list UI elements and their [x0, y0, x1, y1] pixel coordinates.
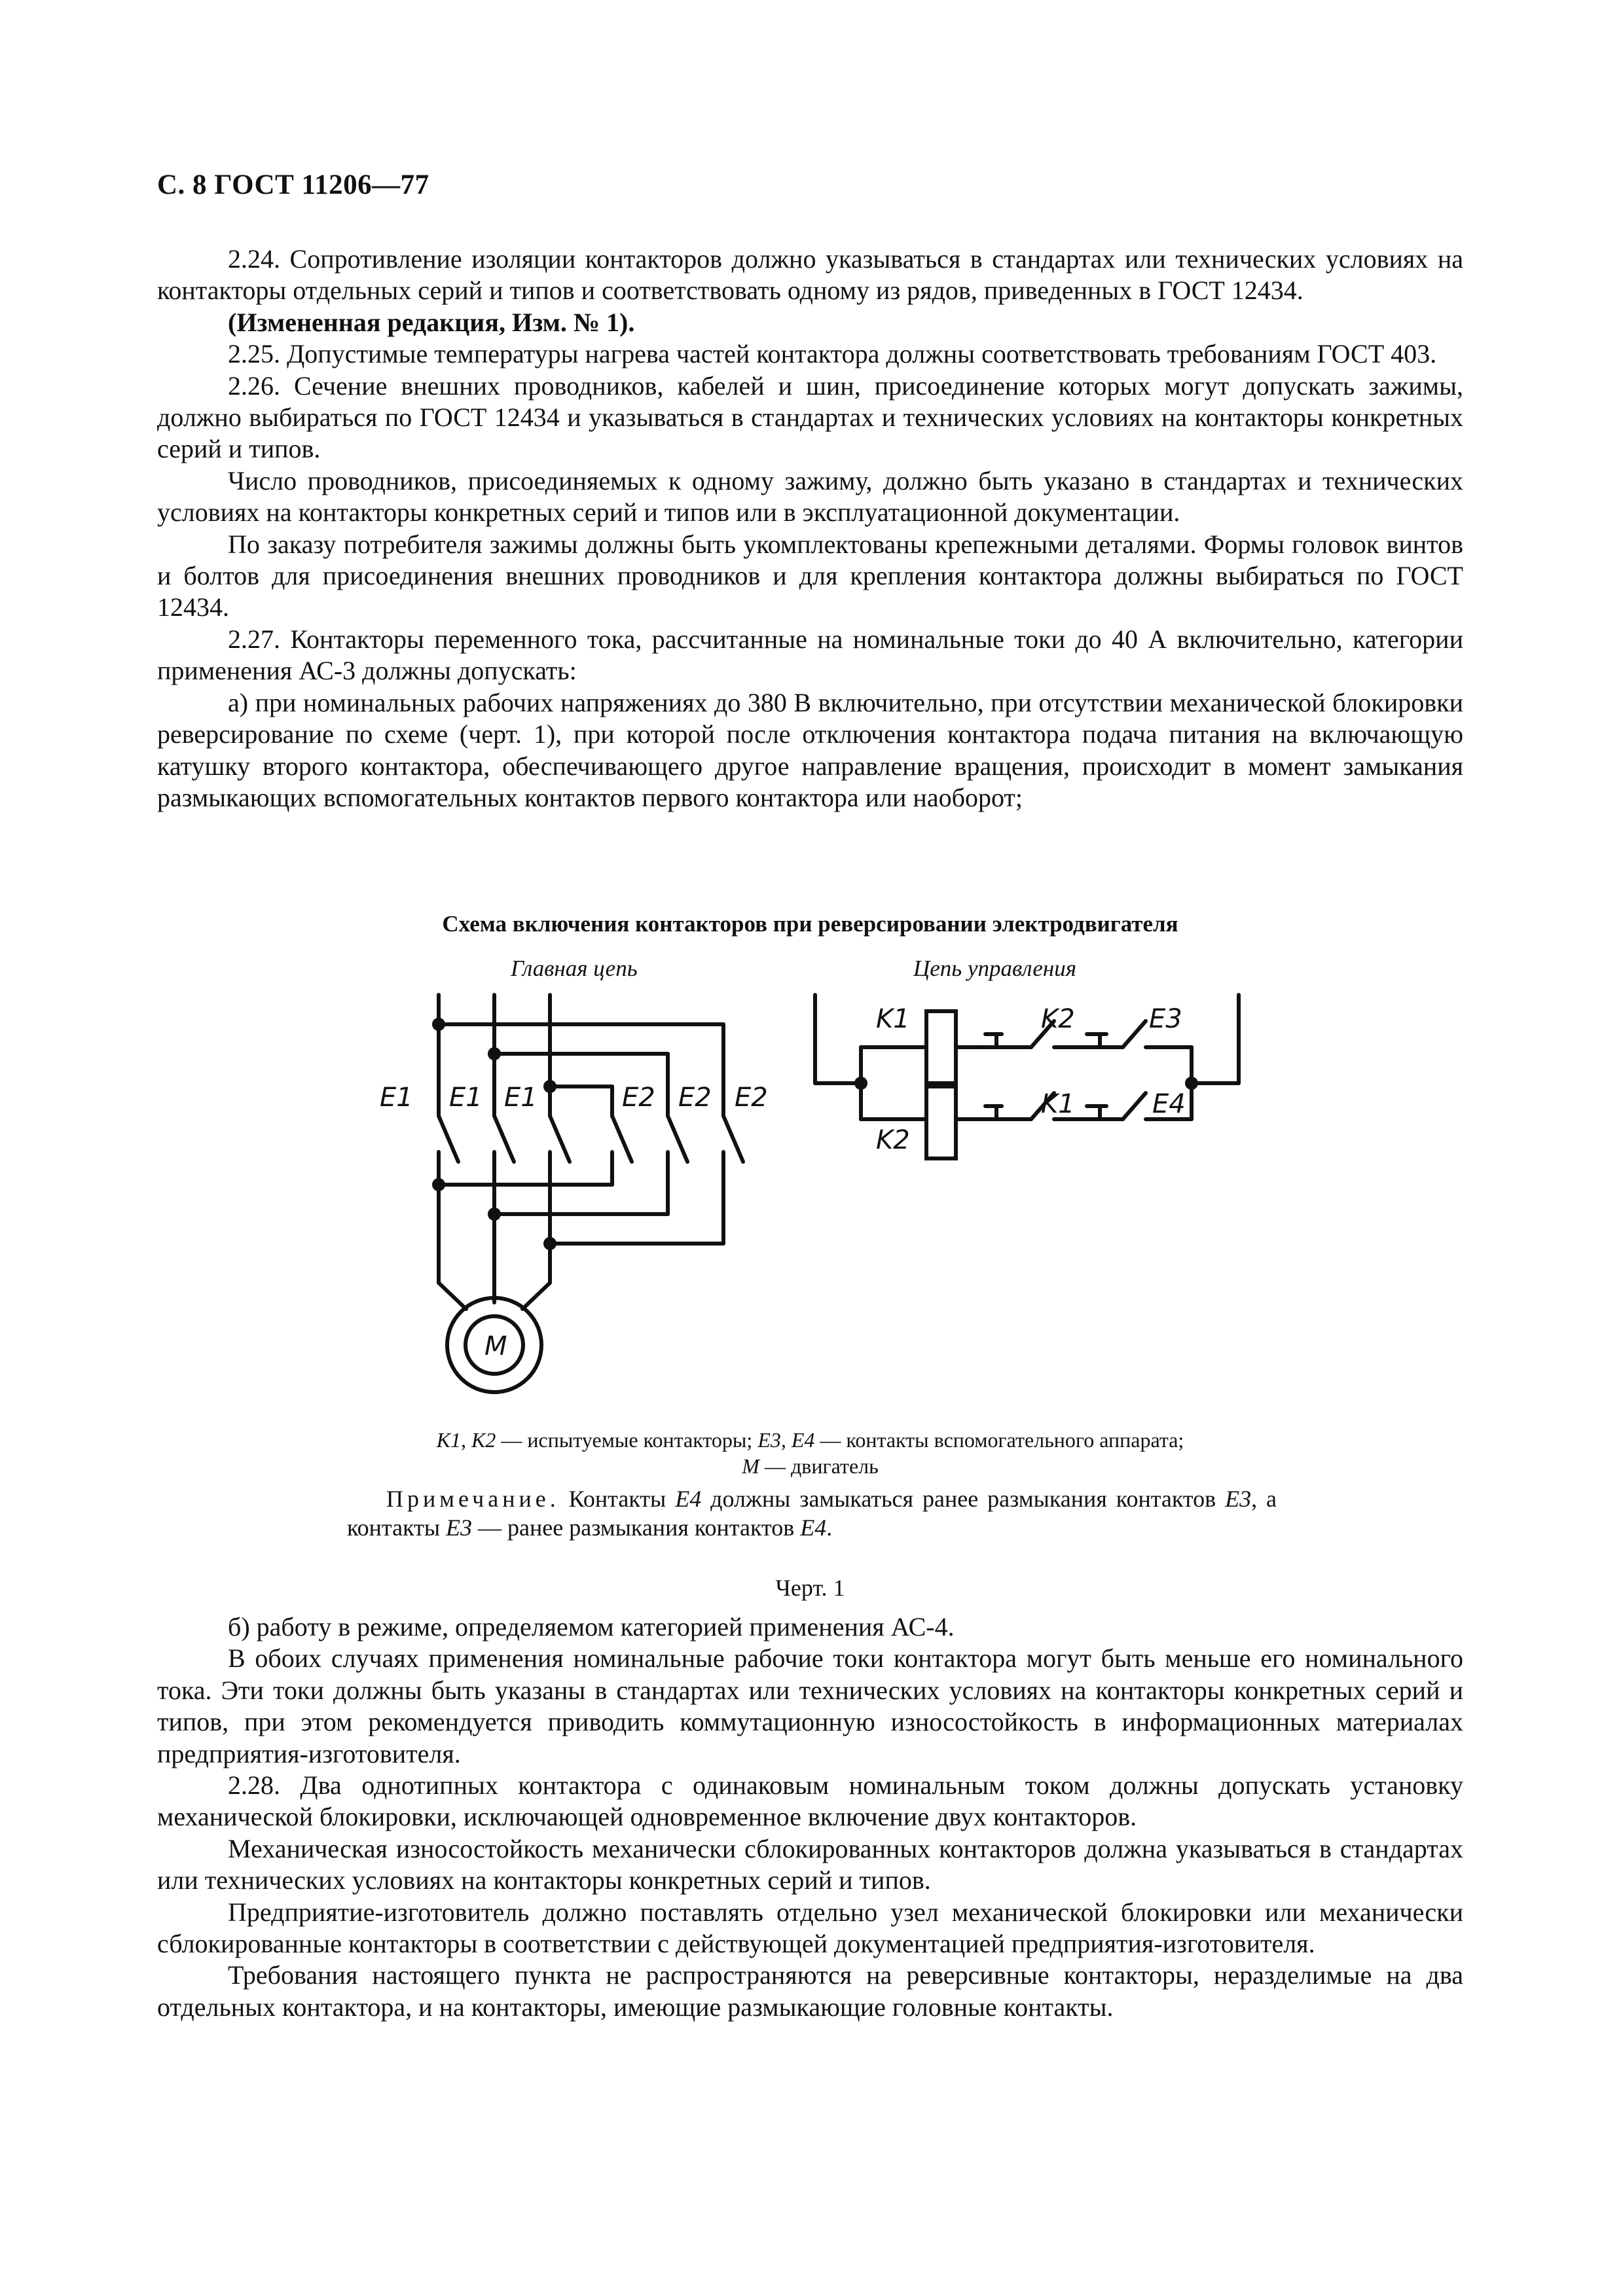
- legend-text: — испытуемые контакторы;: [496, 1428, 758, 1452]
- note-text: .: [826, 1515, 833, 1541]
- text-block-bottom: [157, 1611, 1463, 2023]
- control-label: K1: [1041, 1089, 1075, 1119]
- control-label: E4: [1152, 1089, 1186, 1119]
- control-label: E3: [1149, 1004, 1182, 1034]
- legend-italic: K1, K2: [436, 1428, 496, 1452]
- paragraph: 2.24. Сопротивление изоляции контакторов должно указываться в стандартах или технических условиях на контакторы отдельных серий и типов и соответствовать одному из рядов, приведенных в ГОСТ 12434.: [157, 244, 1463, 306]
- diagram-title: Схема включения контакторов при реверсировании электродвигателя: [442, 911, 1178, 937]
- main-label: E2: [678, 1083, 712, 1113]
- control-label: K2: [1041, 1004, 1075, 1034]
- main-label: E1: [380, 1083, 413, 1113]
- main-label: E2: [622, 1083, 655, 1113]
- note-italic: E3: [446, 1515, 473, 1541]
- control-junctions: [854, 1077, 1198, 1090]
- note-italic: E4: [800, 1515, 827, 1541]
- main-contacts: [439, 1116, 743, 1283]
- paragraph: 2.27. Контакторы переменного тока, рассчитанные на номинальные токи до 40 А включительно, категории применения АС-3 должны допускать:: [157, 624, 1463, 686]
- legend-italic: M: [742, 1454, 759, 1478]
- motor-label: M: [484, 1331, 507, 1361]
- paragraph: Число проводников, присоединяемых к одному зажиму, должно быть указано в стандартах и технических условиях на контакторы конкретных серий и типов или в эксплуатационной документации.: [157, 465, 1463, 528]
- paragraph: 2.25. Допустимые температуры нагрева частей контактора должны соответствовать требованиям ГОСТ 403.: [228, 339, 1437, 369]
- main-label: E2: [735, 1083, 768, 1113]
- figure-caption: Черт. 1: [775, 1575, 845, 1601]
- note-text: должны замыкаться ранее размыкания контактов: [701, 1486, 1226, 1512]
- legend-text: — двигатель: [759, 1454, 879, 1478]
- legend-italic: E3, E4: [757, 1428, 815, 1452]
- paragraph: Требования настоящего пункта не распространяются на реверсивные контакторы, неразделимые на два отдельных контактора, и на контакторы, имеющие размыкающие головные контакты.: [157, 1960, 1463, 2022]
- note-text: Контакты: [559, 1486, 676, 1512]
- coil-k2: [926, 1086, 956, 1158]
- paragraph: 2.28. Два однотипных контактора с одинаковым номинальным током должны допускать установку механической блокировки, исключающей одновременное включение двух контакторов.: [157, 1770, 1463, 1832]
- note-heading: Примечание.: [386, 1486, 560, 1512]
- diagram-legend: [157, 1427, 1463, 1479]
- paragraph: Механическая износостойкость механически сблокированных контакторов должна указываться в стандартах или технических условиях на контакторы конкретных серий и типов.: [157, 1833, 1463, 1895]
- paragraph: Предприятие-изготовитель должно поставлять отдельно узел механической блокировки или механически сблокированные контакторы в соответствии с действующей документацией предприятия-изготовителя.: [157, 1897, 1463, 1959]
- amendment-note: (Измененная редакция, Изм. № 1).: [228, 307, 635, 337]
- paragraph: а) при номинальных рабочих напряжениях до 380 В включительно, при отсутствии механической блокировки реверсирование по схеме (черт. 1), при которой после отключения контактора подача питания на включающую катушку второго контактора, обеспечивающего другое направление вращения, происходит в момент замыкания размыкающих вспомогательных контактов первого контактора или наоборот;: [157, 687, 1463, 812]
- paragraph: 2.26. Сечение внешних проводников, кабелей и шин, присоединение которых могут допускать зажимы, должно выбираться по ГОСТ 12434 и указываться в стандартах и технических условиях на контакторы конкретных серий и типов.: [157, 370, 1463, 464]
- coil-k1: [926, 1011, 956, 1083]
- paragraph: В обоих случаях применения номинальные рабочие токи контактора могут быть меньше его номинального тока. Эти токи должны быть указаны в стандартах или технических условиях на контакторы конкретных серий и типов, при этом рекомендуется приводить коммутационную износостойкость в информационных материалах предприятия-изготовителя.: [157, 1643, 1463, 1768]
- main-label: E1: [504, 1083, 538, 1113]
- note-text: , а контакты: [347, 1486, 1277, 1541]
- note-text: — ранее размыкания контактов: [472, 1515, 801, 1541]
- legend-text: — контакты вспомогательного аппарата;: [814, 1428, 1184, 1452]
- note-italic: E3: [1225, 1486, 1252, 1512]
- page-header: С. 8 ГОСТ 11206—77: [157, 170, 429, 200]
- control-label: K1: [876, 1004, 910, 1034]
- main-label: E1: [449, 1083, 483, 1113]
- note-italic: E4: [675, 1486, 702, 1512]
- main-circuit-label: Главная цепь: [511, 956, 638, 981]
- paragraph: По заказу потребителя зажимы должны быть укомплектованы крепежными деталями. Формы головок винтов и болтов для присоединения внешних проводников и для крепления контактора должны выбираться по ГОСТ 12434.: [157, 529, 1463, 622]
- control-label: K2: [876, 1125, 910, 1155]
- paragraph: б) работу в режиме, определяемом категорией применения АС-4.: [228, 1612, 955, 1641]
- control-circuit-label: Цепь управления: [913, 956, 1077, 981]
- diagram-note: [347, 1484, 1277, 1542]
